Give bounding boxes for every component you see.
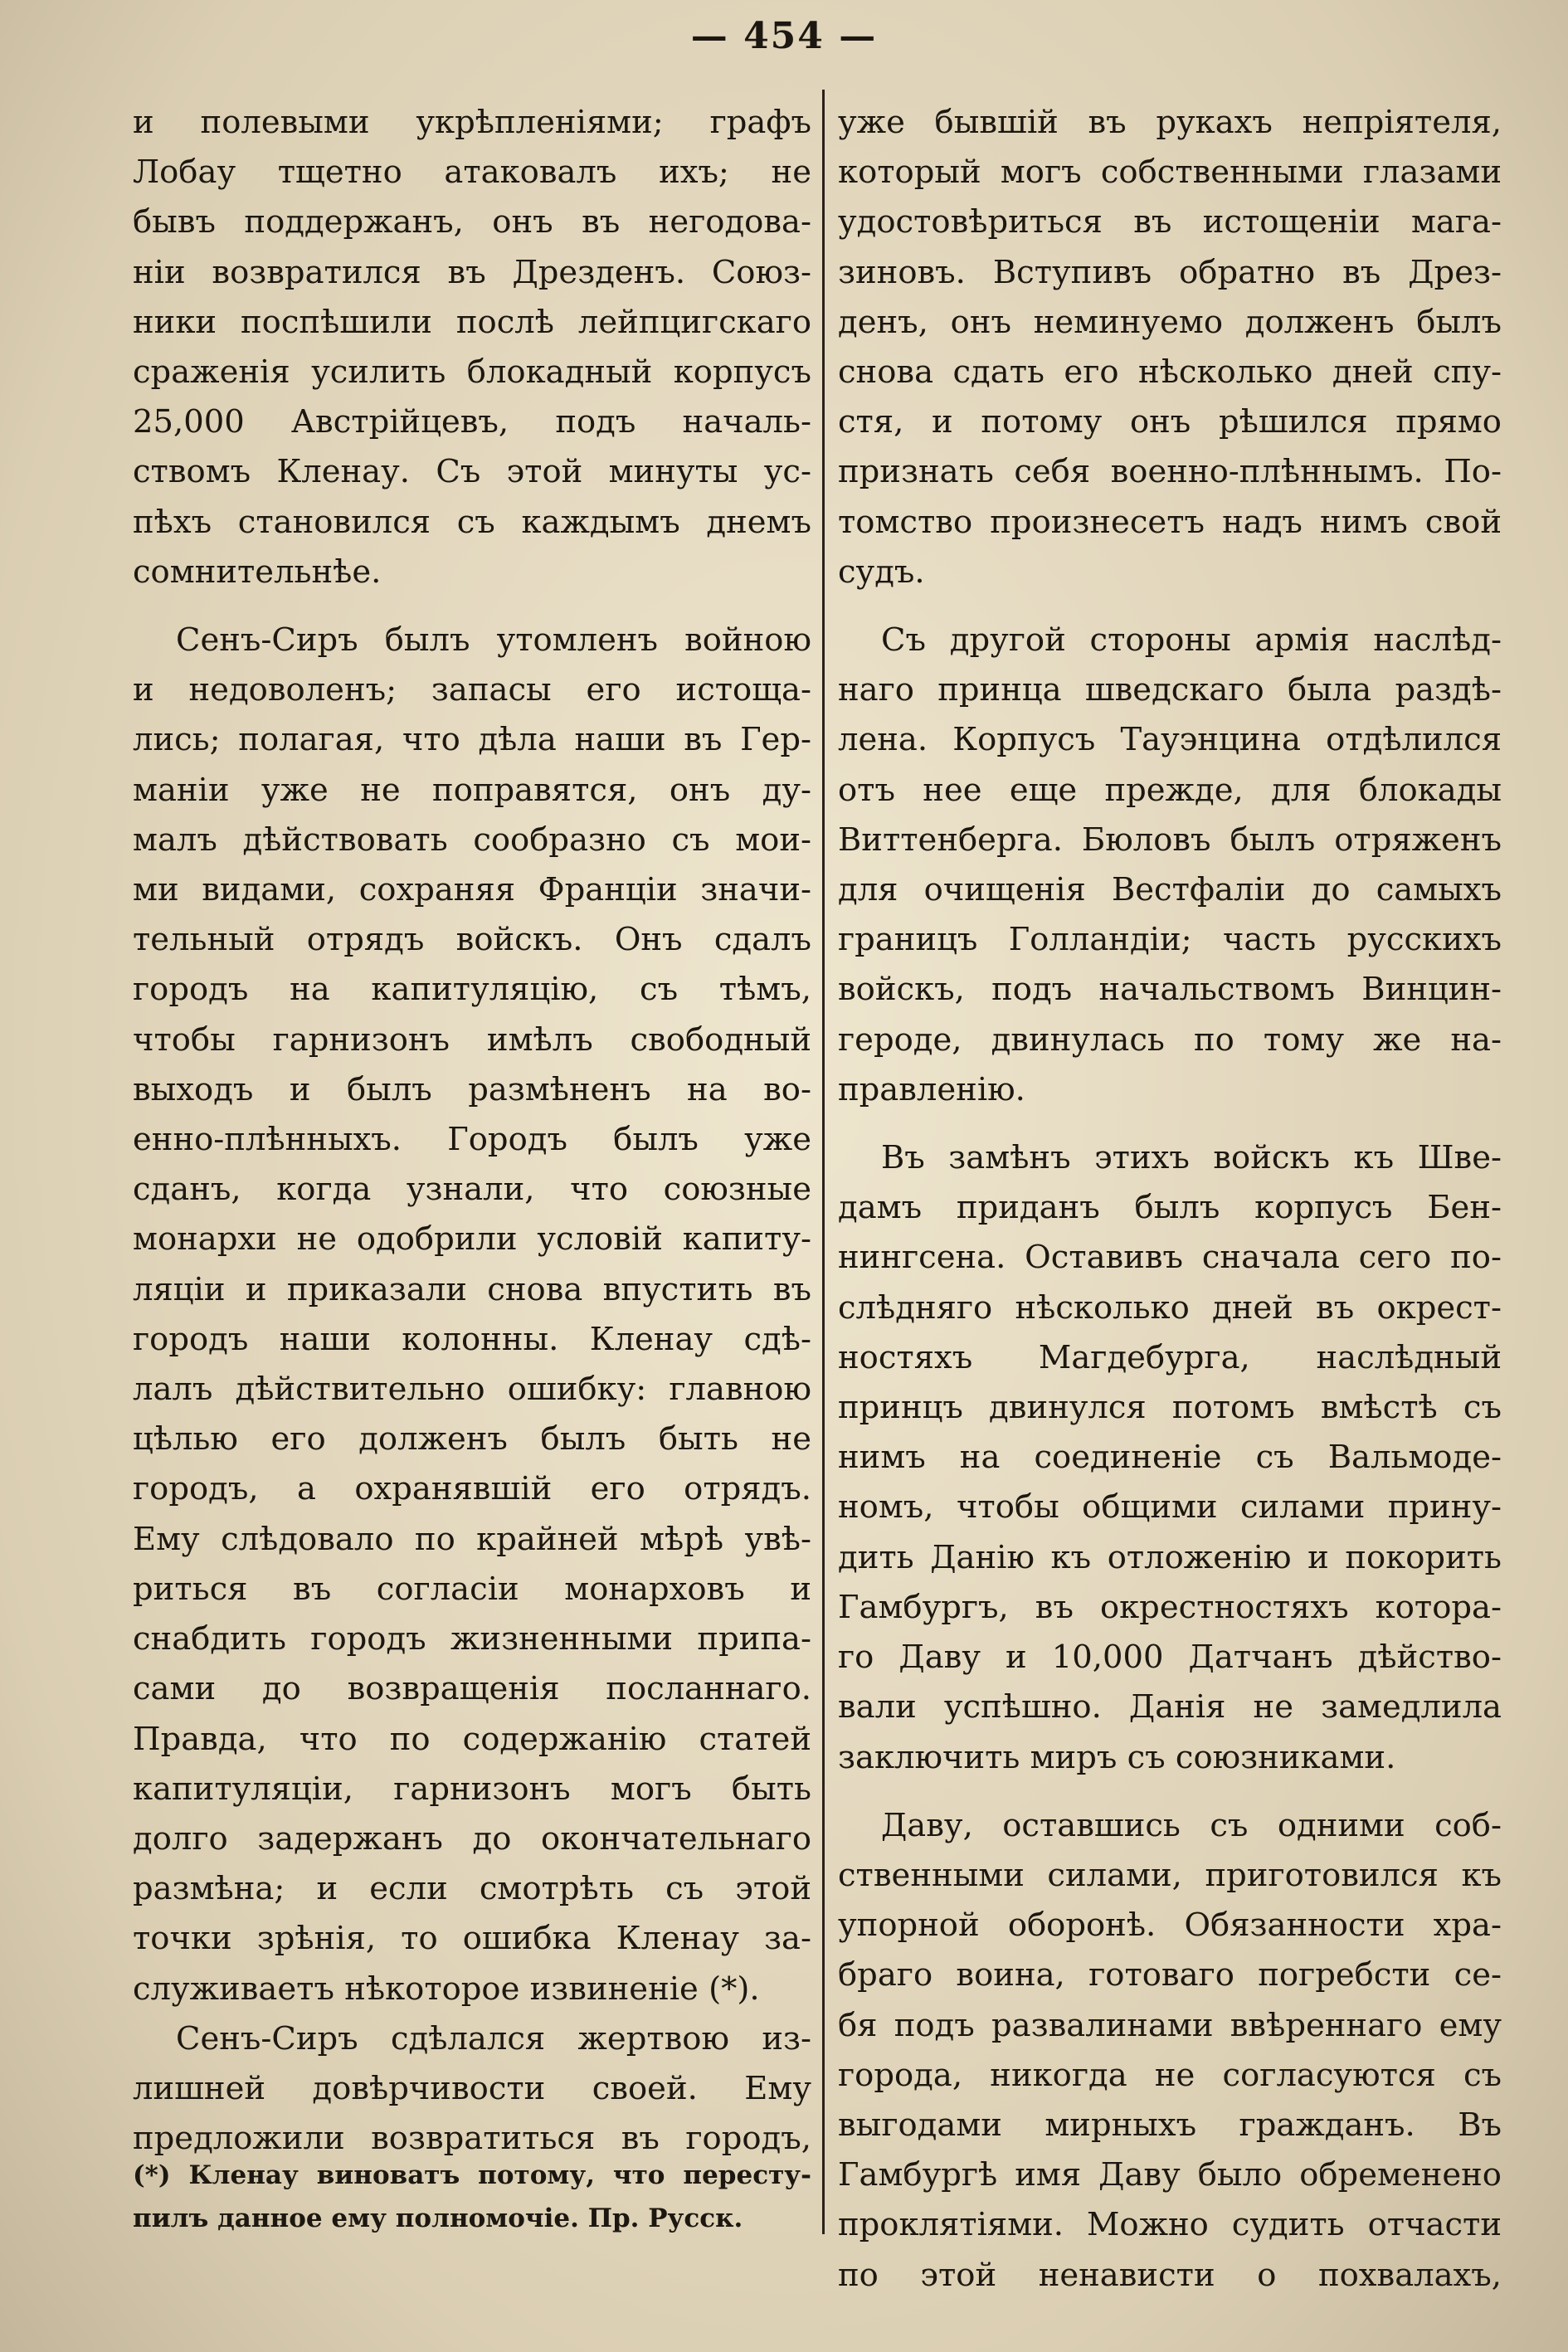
text-line: бывъ поддержанъ, онъ въ негодова- [133, 203, 811, 241]
text-line: упорной оборонѣ. Обязанности хра- [838, 1906, 1502, 1945]
text-line: точки зрѣнія, то ошибка Кленау за- [133, 1920, 811, 1958]
text-line: городъ на капитуляцію, съ тѣмъ, [133, 971, 811, 1009]
text-line: лись; полагая, что дѣла наши въ Гер- [133, 721, 811, 759]
text-line: города, никогда не согласуются съ [838, 2056, 1502, 2094]
text-line: заключить миръ съ союзниками. [838, 1738, 1396, 1776]
text-line: уже бывшій въ рукахъ непріятеля, [838, 104, 1502, 141]
footnote-line: пилъ данное ему полномочіе. Пр. Русск. [133, 2203, 743, 2233]
text-line: сраженія усилить блокадный корпусъ [133, 353, 811, 392]
text-line: лена. Корпусъ Тауэнцина отдѣлился [838, 721, 1502, 759]
text-line: бя подъ развалинами ввѣреннаго ему [838, 2006, 1502, 2044]
text-line: слѣдняго нѣсколько дней въ окрест- [838, 1288, 1502, 1327]
text-line: нингсена. Оставивъ сначала сего по- [838, 1239, 1502, 1277]
text-line: войскъ, подъ начальствомъ Винцин- [838, 971, 1502, 1009]
text-line: размѣна; и если смотрѣть съ этой [133, 1870, 811, 1908]
text-line: дамъ приданъ былъ корпусъ Бен- [838, 1189, 1502, 1227]
right-text-column [838, 98, 1502, 2301]
column-divider [822, 90, 825, 2234]
text-line: нимъ на соединеніе съ Вальмоде- [838, 1439, 1502, 1477]
text-line: го Даву и 10,000 Датчанъ дѣйство- [838, 1639, 1502, 1677]
text-line: выгодами мирныхъ гражданъ. Въ [838, 2106, 1502, 2144]
text-line: браго воина, готоваго погребсти се- [838, 1956, 1502, 1994]
text-line: удостовѣриться въ истощеніи мага- [838, 203, 1502, 241]
text-line: чтобы гарнизонъ имѣлъ свободный [133, 1020, 811, 1059]
text-line: проклятіями. Можно судить отчасти [838, 2206, 1502, 2244]
text-line: сданъ, когда узнали, что союзные [133, 1171, 811, 1209]
text-line: ми видами, сохраняя Франціи значи- [133, 871, 811, 909]
text-line: предложили возвратиться въ городъ, [133, 2120, 811, 2158]
text-line: томство произнесетъ надъ нимъ свой [838, 503, 1502, 541]
text-line: снова сдать его нѣсколько дней спу- [838, 353, 1502, 392]
text-line: риться въ согласіи монарховъ и [133, 1570, 811, 1608]
text-line: ностяхъ Магдебурга, наслѣдный [838, 1338, 1502, 1376]
text-line: ники поспѣшили послѣ лейпцигскаго [133, 303, 811, 341]
footnote-line: (*) Кленау виноватъ потому, что пересту- [133, 2160, 811, 2190]
text-line: признать себя военно-плѣннымъ. По- [838, 453, 1502, 491]
text-line: судъ. [838, 553, 925, 591]
text-line: 25,000 Австрійцевъ, подъ началь- [133, 403, 811, 441]
text-line: номъ, чтобы общими силами прину- [838, 1488, 1502, 1527]
text-line: сами до возвращенія посланнаго. [133, 1670, 811, 1708]
text-line: Гамбургъ, въ окрестностяхъ котора- [838, 1588, 1502, 1626]
text-line: Сенъ-Сиръ сдѣлался жертвою из- [176, 2019, 811, 2057]
text-line: пѣхъ становился съ каждымъ днемъ [133, 503, 811, 541]
text-line: который могъ собственными глазами [838, 153, 1502, 192]
text-line: по этой ненависти о похвалахъ, [838, 2256, 1502, 2294]
text-line: сомнительнѣе. [133, 553, 382, 591]
text-line: лалъ дѣйствительно ошибку: главною [133, 1371, 811, 1409]
text-line: служиваетъ нѣкотороe извиненіе (*). [133, 1970, 760, 2008]
text-line: и недоволенъ; запасы его истоща- [133, 671, 811, 709]
text-line: енно-плѣнныхъ. Городъ былъ уже [133, 1121, 811, 1159]
text-line: Даву, оставшись съ одними соб- [881, 1806, 1502, 1844]
text-line: Виттенберга. Бюловъ былъ отряженъ [838, 821, 1502, 859]
page-number: — 454 — [690, 15, 878, 57]
text-line: тельный отрядъ войскъ. Онъ сдалъ [133, 921, 811, 959]
text-line: цѣлью его долженъ былъ быть не [133, 1420, 811, 1458]
text-line: снабдить городъ жизненными припа- [133, 1620, 811, 1658]
text-line: лишней довѣрчивости своей. Ему [133, 2069, 811, 2107]
text-line: городъ наши колонны. Кленау сдѣ- [133, 1320, 811, 1358]
text-line: ственными силами, приготовился къ [838, 1856, 1502, 1894]
left-text-column [133, 98, 811, 2164]
text-line: ніи возвратился въ Дрезденъ. Союз- [133, 253, 811, 291]
text-line: Сенъ-Сиръ былъ утомленъ войною [176, 621, 811, 660]
text-line: Лобау тщетно атаковалъ ихъ; не [133, 153, 811, 192]
text-line: границъ Голландіи; часть русскихъ [838, 921, 1502, 959]
text-line: Гамбургѣ имя Даву было обременено [838, 2156, 1502, 2194]
text-line: Съ другой стороны армія наслѣд- [881, 621, 1502, 660]
text-line: Правда, что по содержанію статей [133, 1720, 811, 1758]
text-line: малъ дѣйствовать сообразно съ мои- [133, 821, 811, 859]
text-line: капитуляціи, гарнизонъ могъ быть [133, 1770, 811, 1808]
text-line: героде, двинулась по тому же на- [838, 1020, 1502, 1059]
text-line: отъ нее еще прежде, для блокады [838, 771, 1502, 809]
text-line: принцъ двинулся потомъ вмѣстѣ съ [838, 1389, 1502, 1427]
text-line: наго принца шведскаго была раздѣ- [838, 671, 1502, 709]
text-line: денъ, онъ неминуемо долженъ былъ [838, 303, 1502, 341]
text-line: маніи уже не поправятся, онъ ду- [133, 771, 811, 809]
text-line: ствомъ Кленау. Съ этой минуты ус- [133, 453, 811, 491]
text-line: выходъ и былъ размѣненъ на во- [133, 1070, 811, 1108]
text-line: стя, и потому онъ рѣшился прямо [838, 403, 1502, 441]
text-line: монархи не одобрили условій капиту- [133, 1220, 811, 1259]
text-line: долго задержанъ до окончательнаго [133, 1819, 811, 1858]
footnote [133, 2154, 811, 2240]
text-line: и полевыми укрѣпленіями; графъ [133, 104, 811, 141]
text-line: Ему слѣдовало по крайней мѣрѣ увѣ- [133, 1520, 811, 1558]
text-line: ляціи и приказали снова впустить въ [133, 1270, 811, 1308]
text-line: вали успѣшно. Данія не замедлила [838, 1688, 1502, 1726]
text-line: дить Данію къ отложенію и покорить [838, 1538, 1502, 1576]
text-line: правленію. [838, 1070, 1025, 1108]
text-line: зиновъ. Вступивъ обратно въ Дрез- [838, 253, 1502, 291]
text-line: городъ, а охранявшій его отрядъ. [133, 1470, 811, 1508]
text-line: Въ замѣнъ этихъ войскъ къ Шве- [881, 1139, 1502, 1177]
text-line: для очищенія Вестфаліи до самыхъ [838, 871, 1502, 909]
